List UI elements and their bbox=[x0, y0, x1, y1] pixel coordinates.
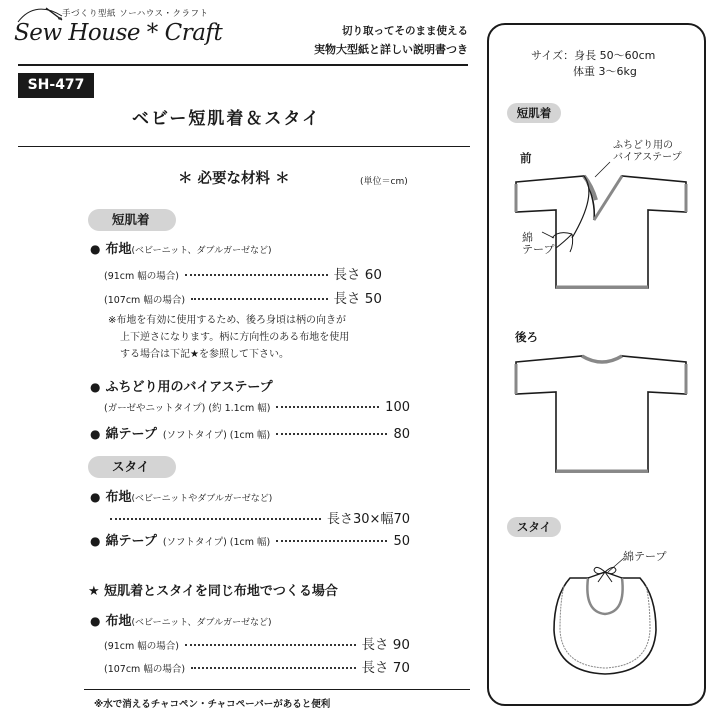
materials-heading: ＊ 必要な材料 ＊ bbox=[178, 171, 290, 187]
hadagi-fabric-label: 布地 bbox=[105, 242, 132, 257]
leader-dots bbox=[276, 406, 379, 408]
row-value: 100 bbox=[385, 400, 410, 415]
note-line: ※布地を有効に使用するため、後ろ身頃は柄の向きが bbox=[108, 315, 346, 326]
hadagi-row-107 bbox=[104, 287, 382, 307]
row-value: 50 bbox=[393, 534, 410, 549]
bullet-dot-icon: ● bbox=[90, 427, 101, 441]
unit-note: (単位＝cm) bbox=[360, 177, 408, 187]
row-label: (ガーゼやニットタイプ) (約 1.1cm 幅) bbox=[104, 403, 271, 414]
header-tagline-1: 切り取ってそのまま使える bbox=[342, 25, 468, 37]
cotton-tape-sub: (ソフトタイプ) (1cm 幅) bbox=[162, 537, 271, 548]
same-fabric-label: 布地 bbox=[105, 614, 132, 629]
row-label: (91cm 幅の場合) bbox=[104, 271, 179, 282]
stai-fabric-row bbox=[104, 508, 410, 527]
bullet-dot-icon: ● bbox=[90, 242, 101, 256]
bullet-dot-icon: ● bbox=[90, 380, 101, 394]
size-info: サイズ：身長 50〜60cm bbox=[531, 49, 656, 62]
hadagi-fabric-sub: (ベビーニット、ダブルガーゼなど) bbox=[131, 246, 272, 256]
front-label: 前 bbox=[520, 151, 532, 165]
brand-logo: Sew House * Craft bbox=[14, 20, 223, 46]
undershirt-front-diagram bbox=[512, 160, 692, 300]
bias-tape-callout: ふちどり用の バイアステープ bbox=[613, 140, 682, 163]
cotton-tape-label: 綿テープ bbox=[105, 427, 157, 442]
panel-pill-stai: スタイ bbox=[507, 517, 561, 537]
bib-diagram bbox=[550, 552, 660, 682]
leader-dots bbox=[191, 298, 327, 300]
stai-cotton-tape-row bbox=[90, 530, 410, 549]
note-line: 上下逆さになります。柄に方向性のある布地を使用 bbox=[120, 332, 350, 343]
back-label: 後ろ bbox=[515, 330, 538, 344]
row-value: 長さ 50 bbox=[333, 291, 382, 307]
leader-dots bbox=[185, 644, 356, 646]
note-line: する場合は下記★を参照して下さい。 bbox=[120, 349, 289, 360]
row-label: (107cm 幅の場合) bbox=[104, 295, 186, 306]
bullet-dot-icon: ● bbox=[90, 614, 101, 628]
stai-tape-callout: 綿テープ bbox=[623, 550, 667, 563]
row-value: 長さ30×幅70 bbox=[327, 512, 410, 527]
leader-dots bbox=[110, 518, 321, 520]
same-fabric-item bbox=[90, 610, 271, 629]
row-value: 長さ 60 bbox=[333, 267, 382, 283]
hadagi-cotton-tape-row bbox=[90, 423, 410, 442]
panel-pill-hadagi: 短肌着 bbox=[507, 103, 561, 123]
header-tagline-2: 実物大型紙と詳しい説明書つき bbox=[314, 43, 468, 56]
bullet-dot-icon: ● bbox=[90, 490, 101, 504]
cotton-tape-label: 綿テープ bbox=[105, 534, 157, 549]
footer-note: ※水で消えるチャコペン・チャコペーパーがあると便利 bbox=[94, 699, 331, 710]
header-divider bbox=[18, 64, 468, 66]
footer-divider bbox=[84, 689, 470, 690]
cotton-tape-callout: 綿 テープ bbox=[522, 231, 555, 256]
row-label: (91cm 幅の場合) bbox=[104, 641, 179, 652]
row-value: 80 bbox=[393, 427, 410, 442]
same-fabric-row-91 bbox=[104, 633, 410, 653]
title-divider bbox=[18, 146, 470, 147]
bias-tape-row bbox=[104, 400, 410, 415]
product-code-badge: SH-477 bbox=[18, 73, 94, 98]
bullet-dot-icon: ● bbox=[90, 534, 101, 548]
stai-fabric-item bbox=[90, 486, 272, 505]
same-fabric-sub: (ベビーニット、ダブルガーゼなど) bbox=[131, 618, 272, 628]
undershirt-back-diagram bbox=[512, 350, 692, 478]
row-value: 長さ 70 bbox=[361, 660, 410, 676]
section-pill-stai: スタイ bbox=[88, 456, 176, 478]
stai-fabric-label: 布地 bbox=[105, 490, 132, 505]
bias-tape-label: ふちどり用のバイアステープ bbox=[105, 380, 273, 395]
stai-fabric-sub: (ベビーニットやダブルガーゼなど) bbox=[131, 494, 273, 504]
bias-tape-item bbox=[90, 376, 273, 395]
leader-dots bbox=[191, 667, 355, 669]
product-title: ベビー短肌着＆スタイ bbox=[132, 109, 321, 129]
hadagi-note bbox=[108, 312, 349, 363]
same-fabric-row-107 bbox=[104, 656, 410, 676]
leader-dots bbox=[185, 274, 328, 276]
leader-dots bbox=[276, 433, 387, 435]
cotton-tape-sub: (ソフトタイプ) (1cm 幅) bbox=[162, 430, 271, 441]
same-fabric-heading: ★ 短肌着とスタイを同じ布地でつくる場合 bbox=[88, 584, 338, 599]
section-pill-hadagi: 短肌着 bbox=[88, 209, 176, 231]
hadagi-row-91 bbox=[104, 263, 382, 283]
hadagi-fabric-item bbox=[90, 238, 271, 257]
brand-tagline: 手づくり型紙 ソーハウス・クラフト bbox=[62, 9, 209, 19]
row-label: (107cm 幅の場合) bbox=[104, 664, 186, 675]
row-value: 長さ 90 bbox=[361, 637, 410, 653]
leader-dots bbox=[276, 540, 387, 542]
weight-info: 体重 3〜6kg bbox=[573, 65, 637, 78]
